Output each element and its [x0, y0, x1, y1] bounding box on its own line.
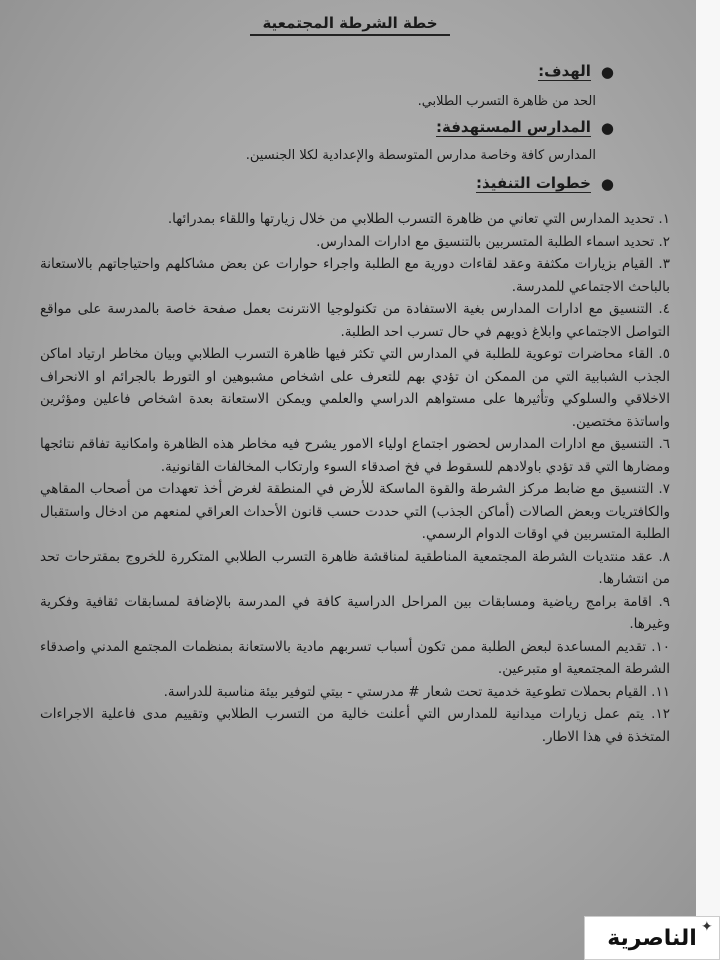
section-schools-body: المدارس كافة وخاصة مدارس المتوسطة والإعدادية لكلا الجنسين.	[245, 148, 596, 163]
section-goal-heading: ● الهدف:	[538, 62, 614, 81]
step-item: ١٠. تقديم المساعدة لبعض الطلبة ممن تكون أسباب تسربهم مادية بالاستعانة بمنظمات المجتمع المدني واصدقاء الشرطة المجتمعية او متبرعين.	[40, 638, 670, 677]
step-item: ٥. القاء محاضرات توعوية للطلبة في المدارس التي تكثر فيها ظاهرة التسرب الطلابي وبيان مخاطر ارتياد اماكن الجذب الشبابية التي من الممكن ان تؤدي بهم للتعرف على اشخاص مشبوهين او التورط بالجرائم او الانحراف الاخلاقي والسلوكي وتأثيرها على مستواهم الدراسي والعلمي ويمكن الاستعانة بعدة اشخاص فاعلين ومؤثرين واساتذة مختصين.	[40, 346, 670, 430]
step-item: ١١. القيام بحملات تطوعية خدمية تحت شعار # مدرستي - بيتي لتوفير بيئة مناسبة للدراسة.	[163, 683, 670, 700]
step-item: ٩. اقامة برامج رياضية ومسابقات بين المراحل الدراسية كافة في المدرسة بالإضافة لمسابقات ثقافية وفكرية وغيرها.	[40, 593, 670, 632]
step-item: ٤. التنسيق مع ادارات المدارس بغية الاستفادة من تكنولوجيا الانترنت بعمل صفحة خاصة بالمدرسة على مواقع التواصل الاجتماعي وابلاغ ذويهم في حال تسرب احد الطلبة.	[40, 301, 670, 340]
bullet-icon: ●	[600, 174, 614, 193]
step-item: ٦. التنسيق مع ادارات المدارس لحضور اجتماع اولياء الامور يشرح فيه مخاطر هذه الظاهرة وامكانية تفاقم نتائجها ومضارها التي قد تؤدي باولادهم للسقوط في فخ اصدقاء السوء وارتكاب المخالفات القانونية.	[40, 436, 670, 475]
bullet-icon: ●	[600, 62, 614, 81]
section-schools-heading: ● المدارس المستهدفة:	[436, 118, 614, 137]
step-item: ١٢. يتم عمل زيارات ميدانية للمدارس التي أعلنت خالية من التسرب الطلابي وتقييم مدى فاعلية الاجراءات المتخذة في هذا الاطار.	[40, 706, 670, 745]
section-steps-heading: ● خطوات التنفيذ:	[476, 174, 614, 193]
step-item: ٨. عقد منتديات الشرطة المجتمعية المناطقية لمناقشة ظاهرة التسرب الطلابي المتكررة للخروج بمقترحات تحد من انتشارها.	[40, 548, 670, 587]
logo-mark-icon: ✦	[701, 919, 713, 935]
step-item: ٣. القيام بزيارات مكثفة وعقد لقاءات دورية مع الطلبة واجراء حوارات عن بعض مشاكلهم واحتياجاتهم بالاستعانة بالباحث الاجتماعي للمدرسة.	[40, 256, 670, 295]
watermark-logo: ✦ الناصرية	[584, 916, 720, 960]
bullet-icon: ●	[600, 118, 614, 137]
step-item: ٢. تحديد اسماء الطلبة المتسربين بالتنسيق مع ادارات المدارس.	[316, 233, 670, 250]
step-item: ١. تحديد المدارس التي تعاني من ظاهرة التسرب الطلابي من خلال زيارتها واللقاء بمدرائها.	[167, 211, 670, 227]
steps-list	[40, 208, 670, 748]
section-goal-body: الحد من ظاهرة التسرب الطلابي.	[417, 94, 596, 109]
document-title: خطة الشرطة المجتمعية	[250, 14, 450, 36]
step-item: ٧. التنسيق مع ضابط مركز الشرطة والقوة الماسكة للأرض في المنطقة لغرض أخذ تعهدات من أصحاب المقاهي والكافتريات وبعض الصالات (أماكن الجذب) التي حددت حسب قانون الأحداث العراقي لمنعهم من ادخال واستقبال الطلبة المتسربين في اوقات الدوام الرسمي.	[40, 481, 670, 542]
